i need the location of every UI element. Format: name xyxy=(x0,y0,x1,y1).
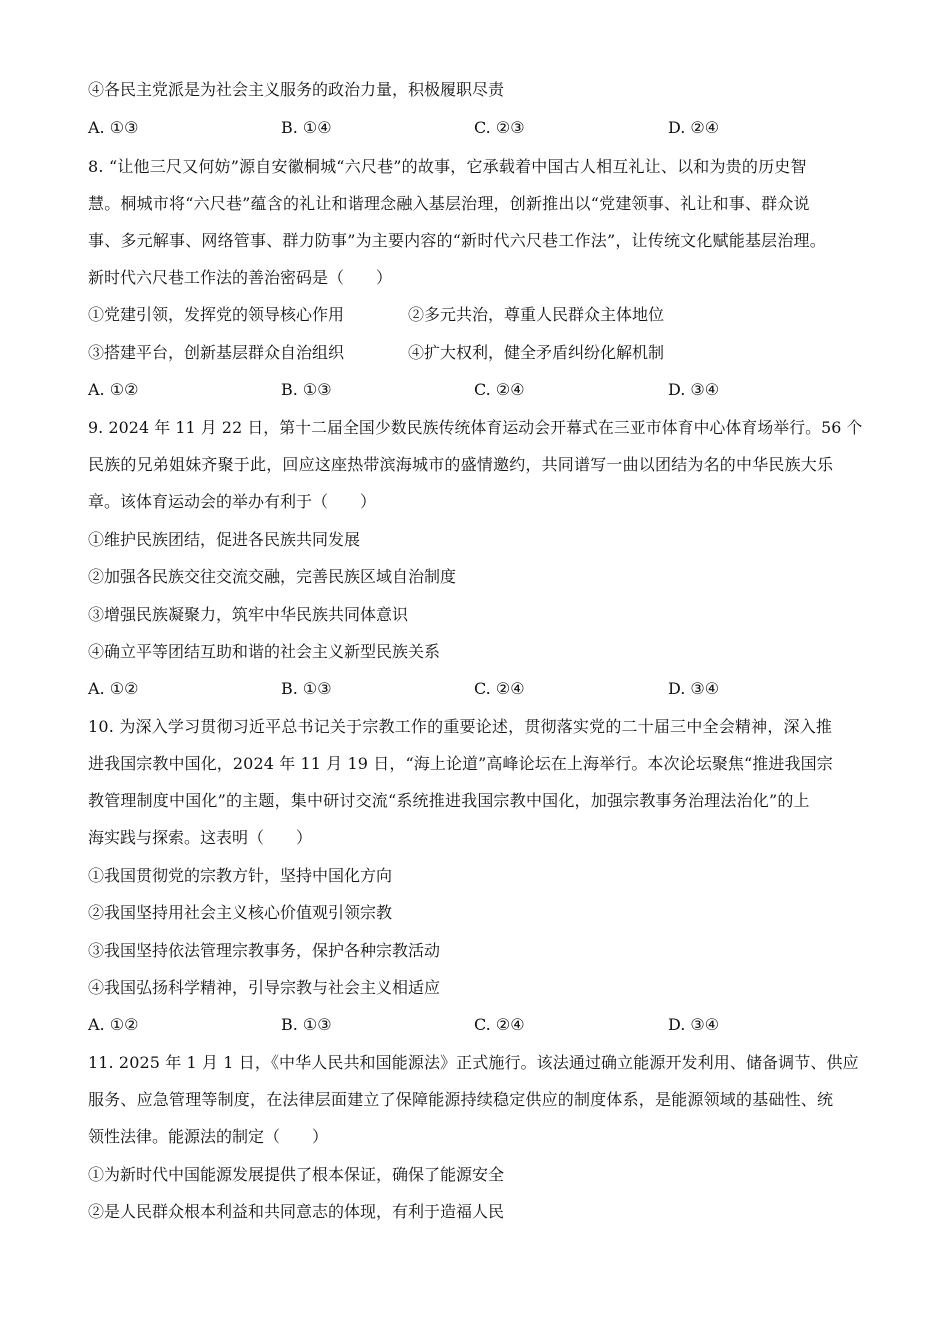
q10-choice-d[interactable]: D. ③④ xyxy=(668,1015,720,1034)
q11-stem-line-2: 服务、应急管理等制度，在法律层面建立了保障能源持续稳定供应的制度体系，是能源领域的基础性、统 xyxy=(88,1090,834,1109)
q9-stem-line-1: 9. 2024 年 11 月 22 日，第十二届全国少数民族传统体育运动会开幕式在三亚市体育中心体育场举行。56 个 xyxy=(88,418,863,437)
q10-stem-line-3: 教管理制度中国化”的主题，集中研讨交流“系统推进我国宗教中国化，加强宗教事务治理法治化”的上 xyxy=(88,791,810,810)
q8-choice-a[interactable]: A. ①② xyxy=(88,380,139,399)
q8-choices xyxy=(88,378,868,402)
q9-stem-line-3: 章。该体育运动会的举办有利于（ ） xyxy=(88,492,377,511)
q8-stem-line-3: 事、多元解事、网络管事、群力防事”为主要内容的“新时代六尺巷工作法”，让传统文化赋能基层治理。 xyxy=(88,231,826,250)
q7-choice-c[interactable]: C. ②③ xyxy=(474,118,525,137)
q9-stem-line-2: 民族的兄弟姐妹齐聚于此，回应这座热带滨海城市的盛情邀约，共同谱写一曲以团结为名的中华民族大乐 xyxy=(88,455,834,474)
q9-option-3: ③增强民族凝聚力，筑牢中华民族共同体意识 xyxy=(88,605,409,624)
q11-option-2: ②是人民群众根本利益和共同意志的体现，有利于造福人民 xyxy=(88,1202,505,1221)
q10-choice-b[interactable]: B. ①③ xyxy=(281,1015,332,1034)
q8-stem-line-1: 8. “让他三尺又何妨”源自安徽桐城“六尺巷”的故事，它承载着中国古人相互礼让、以和为贵的历史智 xyxy=(88,157,807,176)
q10-choice-a[interactable]: A. ①② xyxy=(88,1015,139,1034)
q9-option-1: ①维护民族团结，促进各民族共同发展 xyxy=(88,530,361,549)
q11-stem-line-3: 领性法律。能源法的制定（ ） xyxy=(88,1127,329,1146)
q9-choice-c[interactable]: C. ②④ xyxy=(474,679,525,698)
q8-option-3: ③搭建平台，创新基层群众自治组织 xyxy=(88,343,345,362)
q8-choice-c[interactable]: C. ②④ xyxy=(474,380,525,399)
q10-choices xyxy=(88,1013,868,1037)
q10-option-4: ④我国弘扬科学精神，引导宗教与社会主义相适应 xyxy=(88,978,441,997)
q11-option-1: ①为新时代中国能源发展提供了根本保证，确保了能源安全 xyxy=(88,1165,505,1184)
q10-option-1: ①我国贯彻党的宗教方针，坚持中国化方向 xyxy=(88,866,393,885)
q8-option-2: ②多元共治，尊重人民群众主体地位 xyxy=(408,305,665,324)
q9-choice-b[interactable]: B. ①③ xyxy=(281,679,332,698)
q7-choice-a[interactable]: A. ①③ xyxy=(88,118,139,137)
q9-option-2: ②加强各民族交往交流交融，完善民族区域自治制度 xyxy=(88,567,457,586)
q10-stem-line-4: 海实践与探索。这表明（ ） xyxy=(88,828,313,847)
q9-choice-d[interactable]: D. ③④ xyxy=(668,679,720,698)
q10-stem-line-2: 进我国宗教中国化，2024 年 11 月 19 日，“海上论道”高峰论坛在上海举行。本次论坛聚焦“推进我国宗 xyxy=(88,754,833,773)
q7-choice-b[interactable]: B. ①④ xyxy=(281,118,332,137)
q9-option-4: ④确立平等团结互助和谐的社会主义新型民族关系 xyxy=(88,642,441,661)
q10-stem-line-1: 10. 为深入学习贯彻习近平总书记关于宗教工作的重要论述，贯彻落实党的二十届三中全会精神，深入推 xyxy=(88,717,833,736)
q7-option-4: ④各民主党派是为社会主义服务的政治力量，积极履职尽责 xyxy=(88,80,505,99)
q8-option-1: ①党建引领，发挥党的领导核心作用 xyxy=(88,305,345,324)
q10-choice-c[interactable]: C. ②④ xyxy=(474,1015,525,1034)
q8-choice-b[interactable]: B. ①③ xyxy=(281,380,332,399)
q9-choice-a[interactable]: A. ①② xyxy=(88,679,139,698)
q11-stem-line-1: 11. 2025 年 1 月 1 日，《中华人民共和国能源法》正式施行。该法通过确立能源开发利用、储备调节、供应 xyxy=(88,1053,859,1072)
q10-option-3: ③我国坚持依法管理宗教事务，保护各种宗教活动 xyxy=(88,941,441,960)
q9-choices xyxy=(88,677,868,701)
q8-choice-d[interactable]: D. ③④ xyxy=(668,380,720,399)
q10-option-2: ②我国坚持用社会主义核心价值观引领宗教 xyxy=(88,903,393,922)
q7-choice-d[interactable]: D. ②④ xyxy=(668,118,720,137)
q7-choices xyxy=(88,116,868,140)
q8-stem-line-4: 新时代六尺巷工作法的善治密码是（ ） xyxy=(88,268,393,287)
q8-stem-line-2: 慧。桐城市将“六尺巷”蕴含的礼让和谐理念融入基层治理，创新推出以“党建领事、礼让和事、群众说 xyxy=(88,194,810,213)
q8-option-4: ④扩大权利，健全矛盾纠纷化解机制 xyxy=(408,343,665,362)
